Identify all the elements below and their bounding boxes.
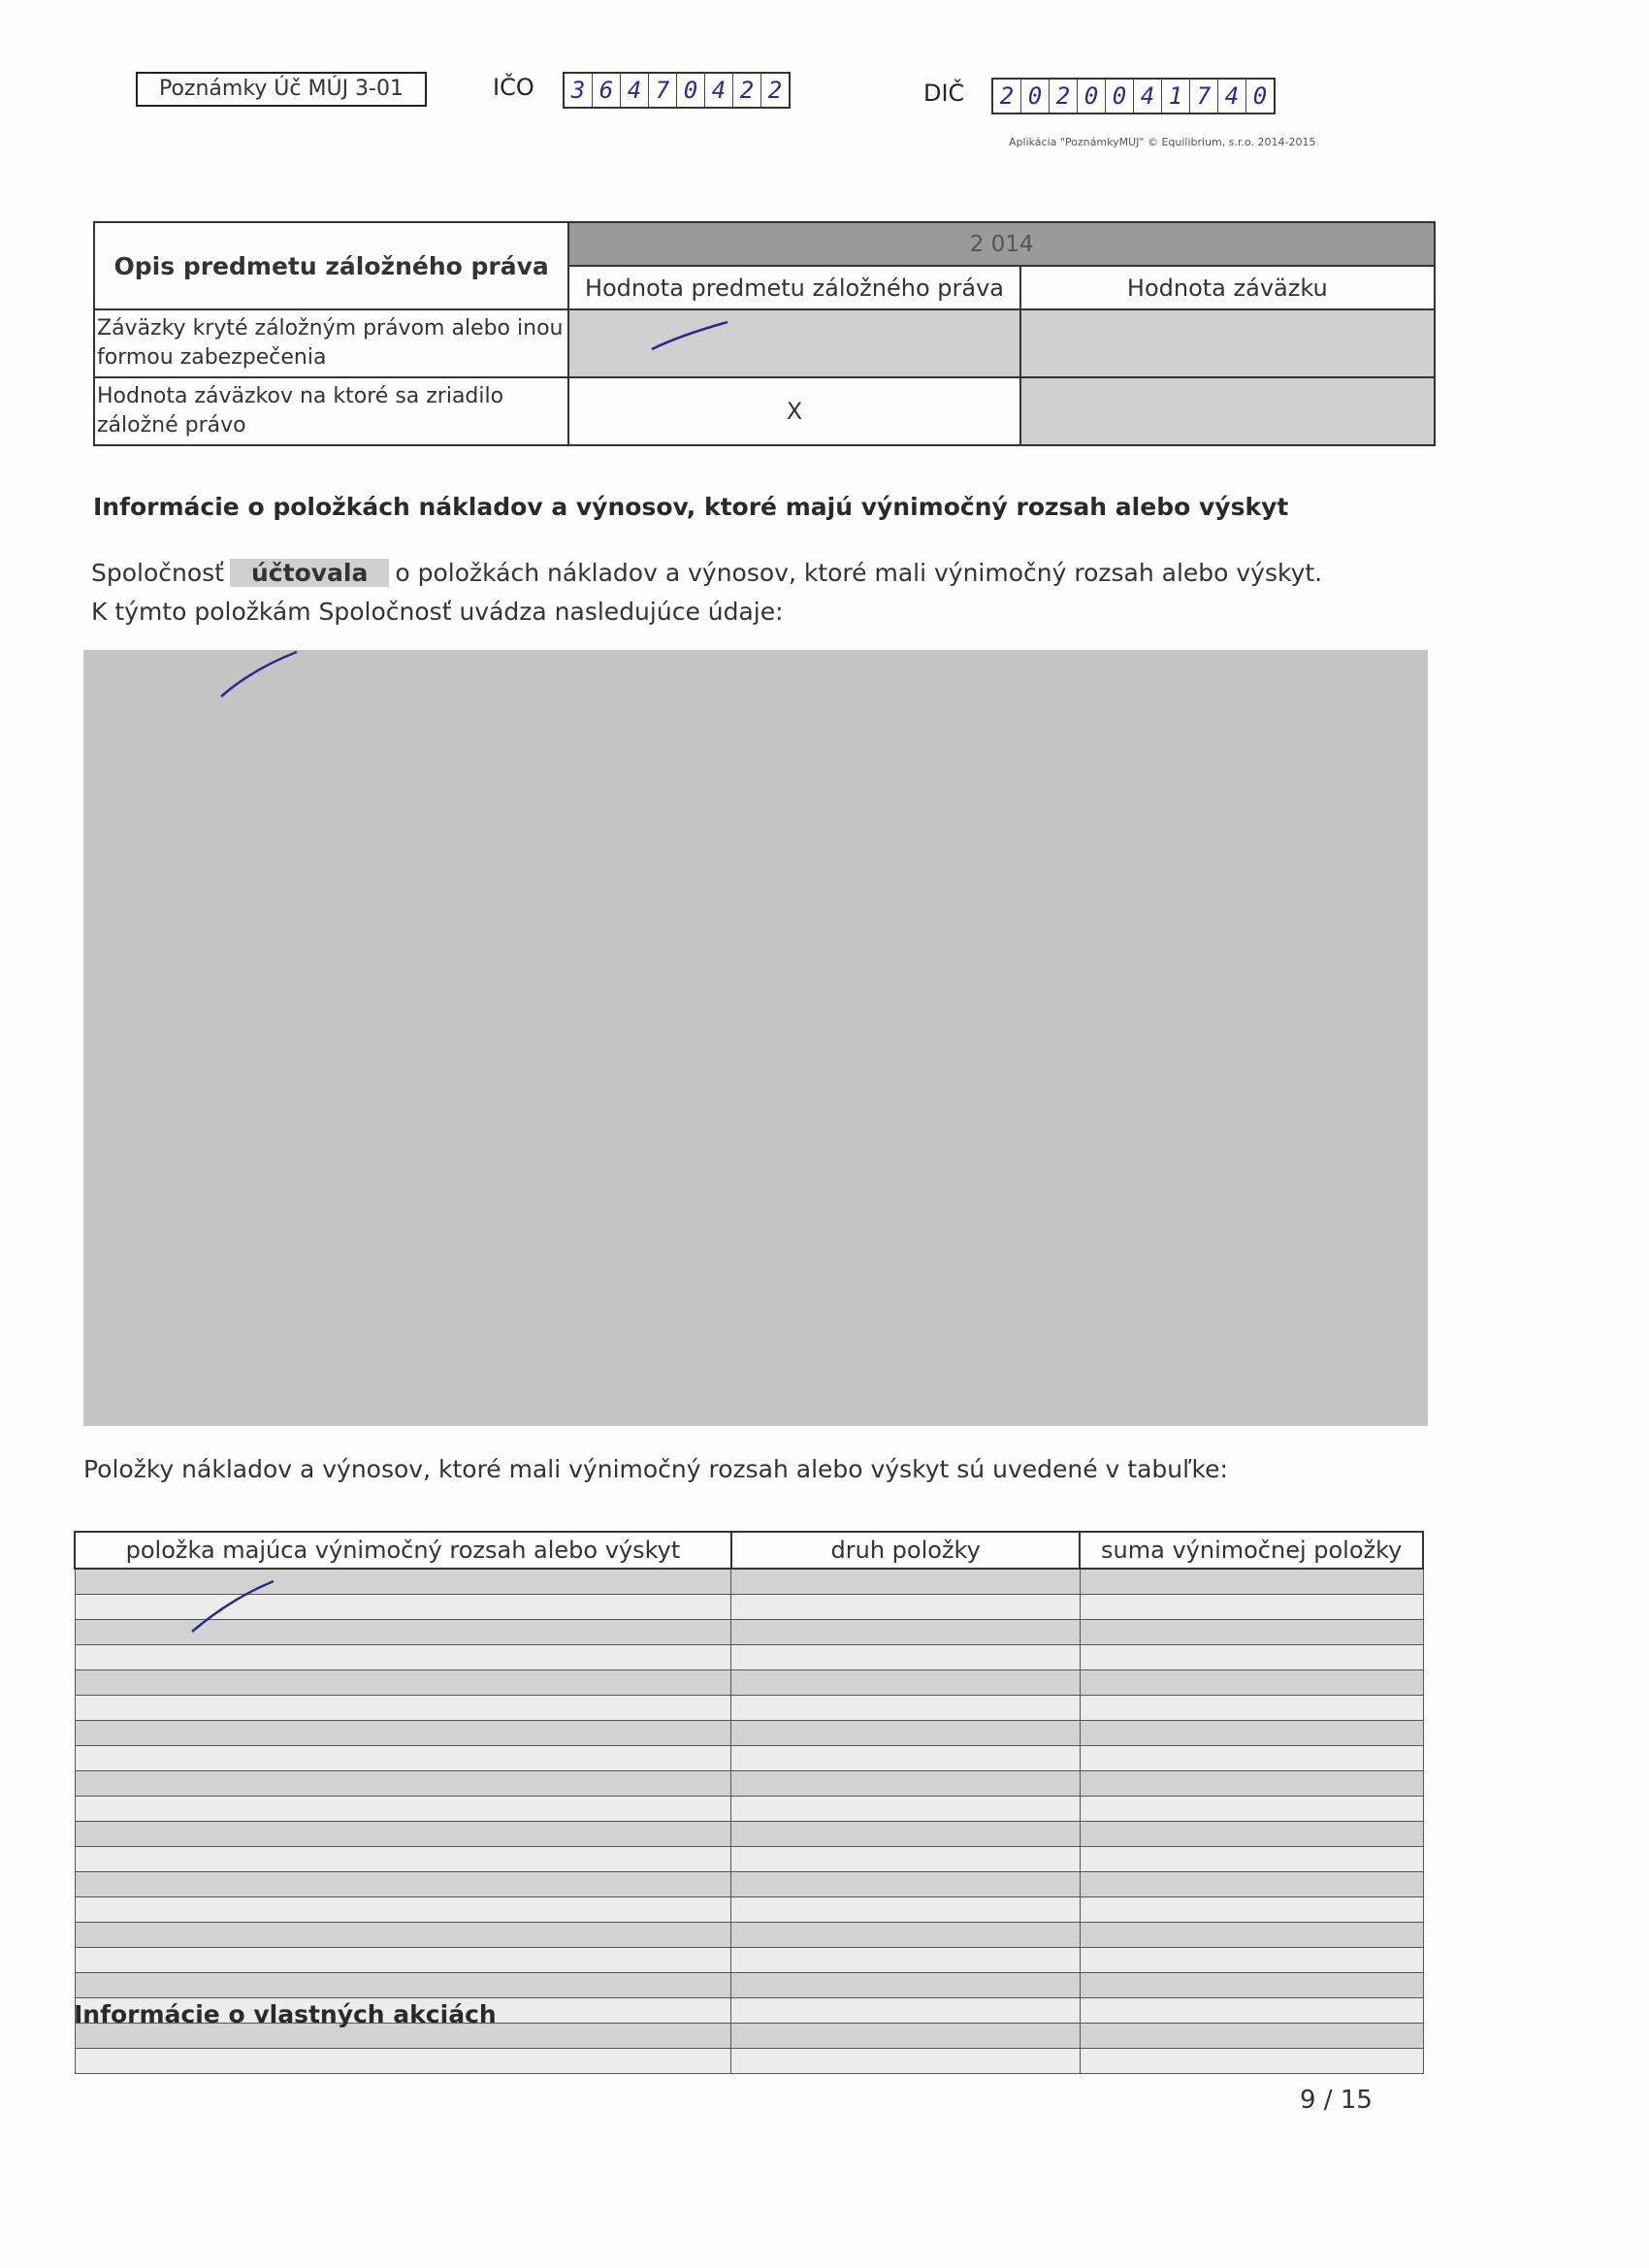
para-suffix: o položkách nákladov a výnosov, ktoré mali výnimočný rozsah alebo výskyt. [395, 559, 1323, 587]
digit-box: 2 [733, 74, 761, 107]
items-table-strike-mark [192, 1581, 274, 1632]
dic-label: DIČ [923, 80, 965, 107]
accounted-chip: účtovala [230, 559, 389, 587]
digit-box: 0 [1021, 80, 1050, 113]
ico-label: IČO [493, 74, 534, 101]
digit-box: 4 [705, 74, 733, 107]
digit-box: 1 [1162, 80, 1190, 113]
form-id: Poznámky Úč MÚJ 3-01 [136, 72, 427, 107]
pledge-cell-strike-mark [652, 322, 728, 349]
digit-box: 4 [1218, 80, 1246, 113]
pledge-row1-label: Záväzky kryté záložným právom alebo inou formou zabezpečenia [94, 309, 568, 377]
digit-box: 0 [677, 74, 705, 107]
items-col-amount: suma výnimočnej položky [1080, 1532, 1423, 1569]
pledge-row2-label: Hodnota záväzkov na ktoré sa zriadilo záložné právo [94, 377, 568, 445]
exceptional-items-paragraph-line2: K týmto položkám Spoločnosť uvádza nasledujúce údaje: [91, 598, 784, 626]
items-table-intro: Položky nákladov a výnosov, ktoré mali výnimočný rozsah alebo výskyt sú uvedené v tabuľke: [83, 1455, 1228, 1483]
digit-box: 0 [1078, 80, 1106, 113]
digit-box: 0 [1106, 80, 1134, 113]
digit-box: 3 [565, 74, 593, 107]
items-col-type: druh položky [731, 1532, 1080, 1569]
pledge-table-year: 2 014 [568, 222, 1435, 266]
digit-box: 6 [593, 74, 621, 107]
digit-box: 4 [1134, 80, 1162, 113]
digit-box: 0 [1252, 82, 1268, 110]
digit-box: 4 [621, 74, 649, 107]
app-note: Aplikácia "PoznámkyMUJ" © Equilibrium, s.r.o. 2014-2015 [1009, 136, 1316, 148]
para-prefix: Spoločnosť [91, 559, 224, 587]
digit-box: 2 [1050, 80, 1078, 113]
digit-box: 7 [1190, 80, 1218, 113]
digit-box: 2 [993, 80, 1021, 113]
exceptional-items-heading: Informácie o položkách nákladov a výnosov, ktoré majú výnimočný rozsah alebo výskyt [93, 493, 1289, 521]
pledge-col-asset-value: Hodnota predmetu záložného práva [568, 266, 1019, 309]
own-shares-heading: Informácie o vlastných akciách [74, 2000, 497, 2028]
details-strike-mark [221, 652, 297, 697]
pledge-row2-asset-cell: X [568, 377, 1019, 445]
digit-box: 7 [649, 74, 677, 107]
pledge-col-liability-value: Hodnota záväzku [1020, 266, 1435, 309]
digit-box: 2 [767, 77, 783, 104]
page-number: 9 / 15 [1300, 2086, 1373, 2115]
items-col-item: položka majúca výnimočný rozsah alebo výskyt [75, 1532, 731, 1569]
pledge-table-title: Opis predmetu záložného práva [94, 222, 568, 309]
